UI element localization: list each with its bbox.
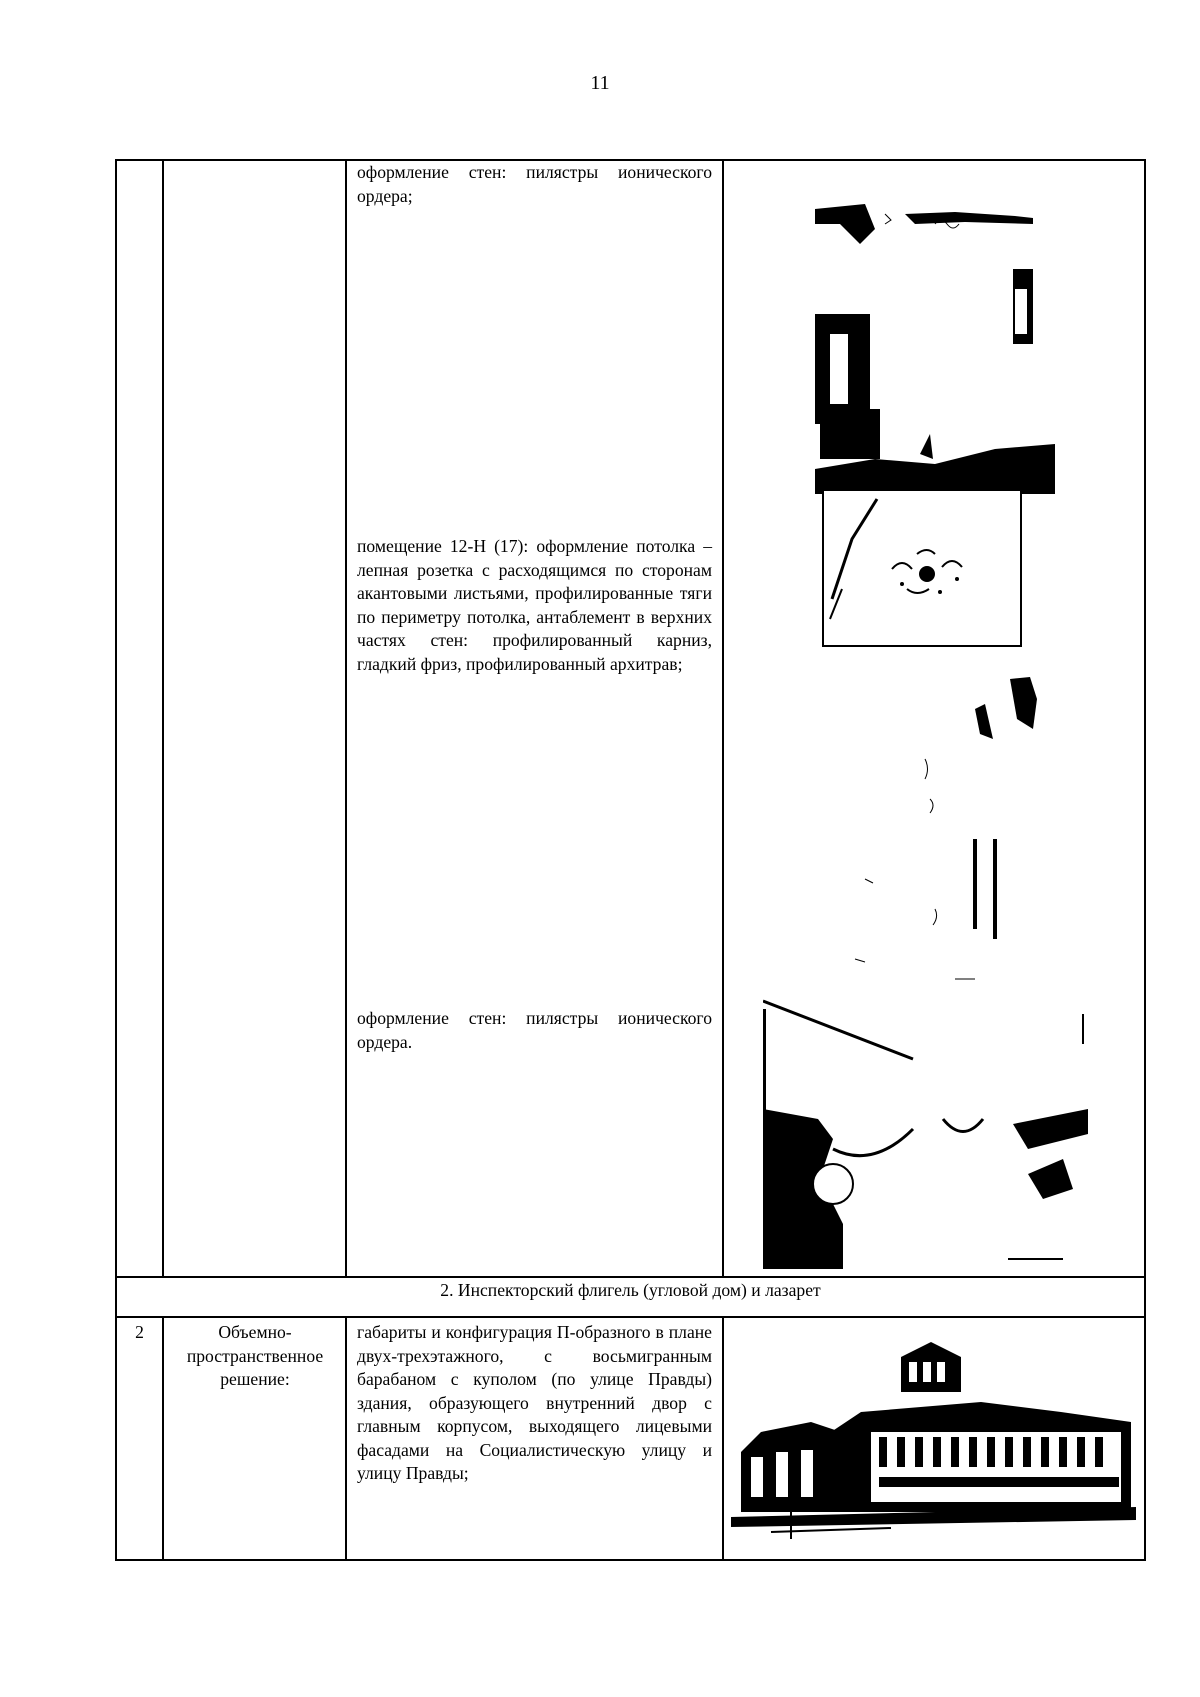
row-description: помещение 12-Н (17): оформление потолка – лепная розетка с расходящимся по сторонам акантовыми листьями, профилированные тяги по периметру потолка, антаблемент в верхних частях стен: профилированный карниз, гладкий фриз, профилированный архитрав; (357, 536, 712, 674)
row-description: оформление стен: пилястры ионического ордера. (357, 1008, 712, 1052)
column-divider (722, 1318, 724, 1561)
building-facade-photo (731, 1332, 1136, 1539)
cornice-capital-photo (763, 999, 1088, 1269)
column-divider (162, 1318, 164, 1561)
page-number: 11 (590, 72, 610, 94)
protected-items-table (115, 159, 1146, 1561)
row-divider (115, 1316, 1146, 1318)
wall-detail-photo (805, 659, 1045, 989)
column-divider (162, 159, 164, 1277)
column-divider (722, 159, 724, 1277)
row-description: оформление стен: пилястры ионического ордера; (357, 162, 712, 206)
ceiling-rosette-photo (822, 489, 1022, 647)
section-row-description: габариты и конфигурация П-образного в плане двух-трехэтажного, с восьмигранным барабаном с куполом (по улице Правды) здания, образующего внутренний двор с главным корпусом, выходящего лицевыми фасадами на Социалистическую улицу и улицу Правды; (357, 1322, 712, 1483)
table-border-bottom (115, 1559, 1146, 1561)
column-divider (345, 159, 347, 1277)
column-divider (345, 1318, 347, 1561)
table-border-left (115, 159, 117, 1561)
section-row-number: 2 (135, 1322, 144, 1342)
wall-pilaster-photo (815, 184, 1055, 494)
section-heading: 2. Инспекторский флигель (угловой дом) и лазарет (440, 1280, 821, 1300)
table-border-right (1144, 159, 1146, 1561)
section-row-category: Объемно-пространственное решение: (186, 1322, 324, 1389)
